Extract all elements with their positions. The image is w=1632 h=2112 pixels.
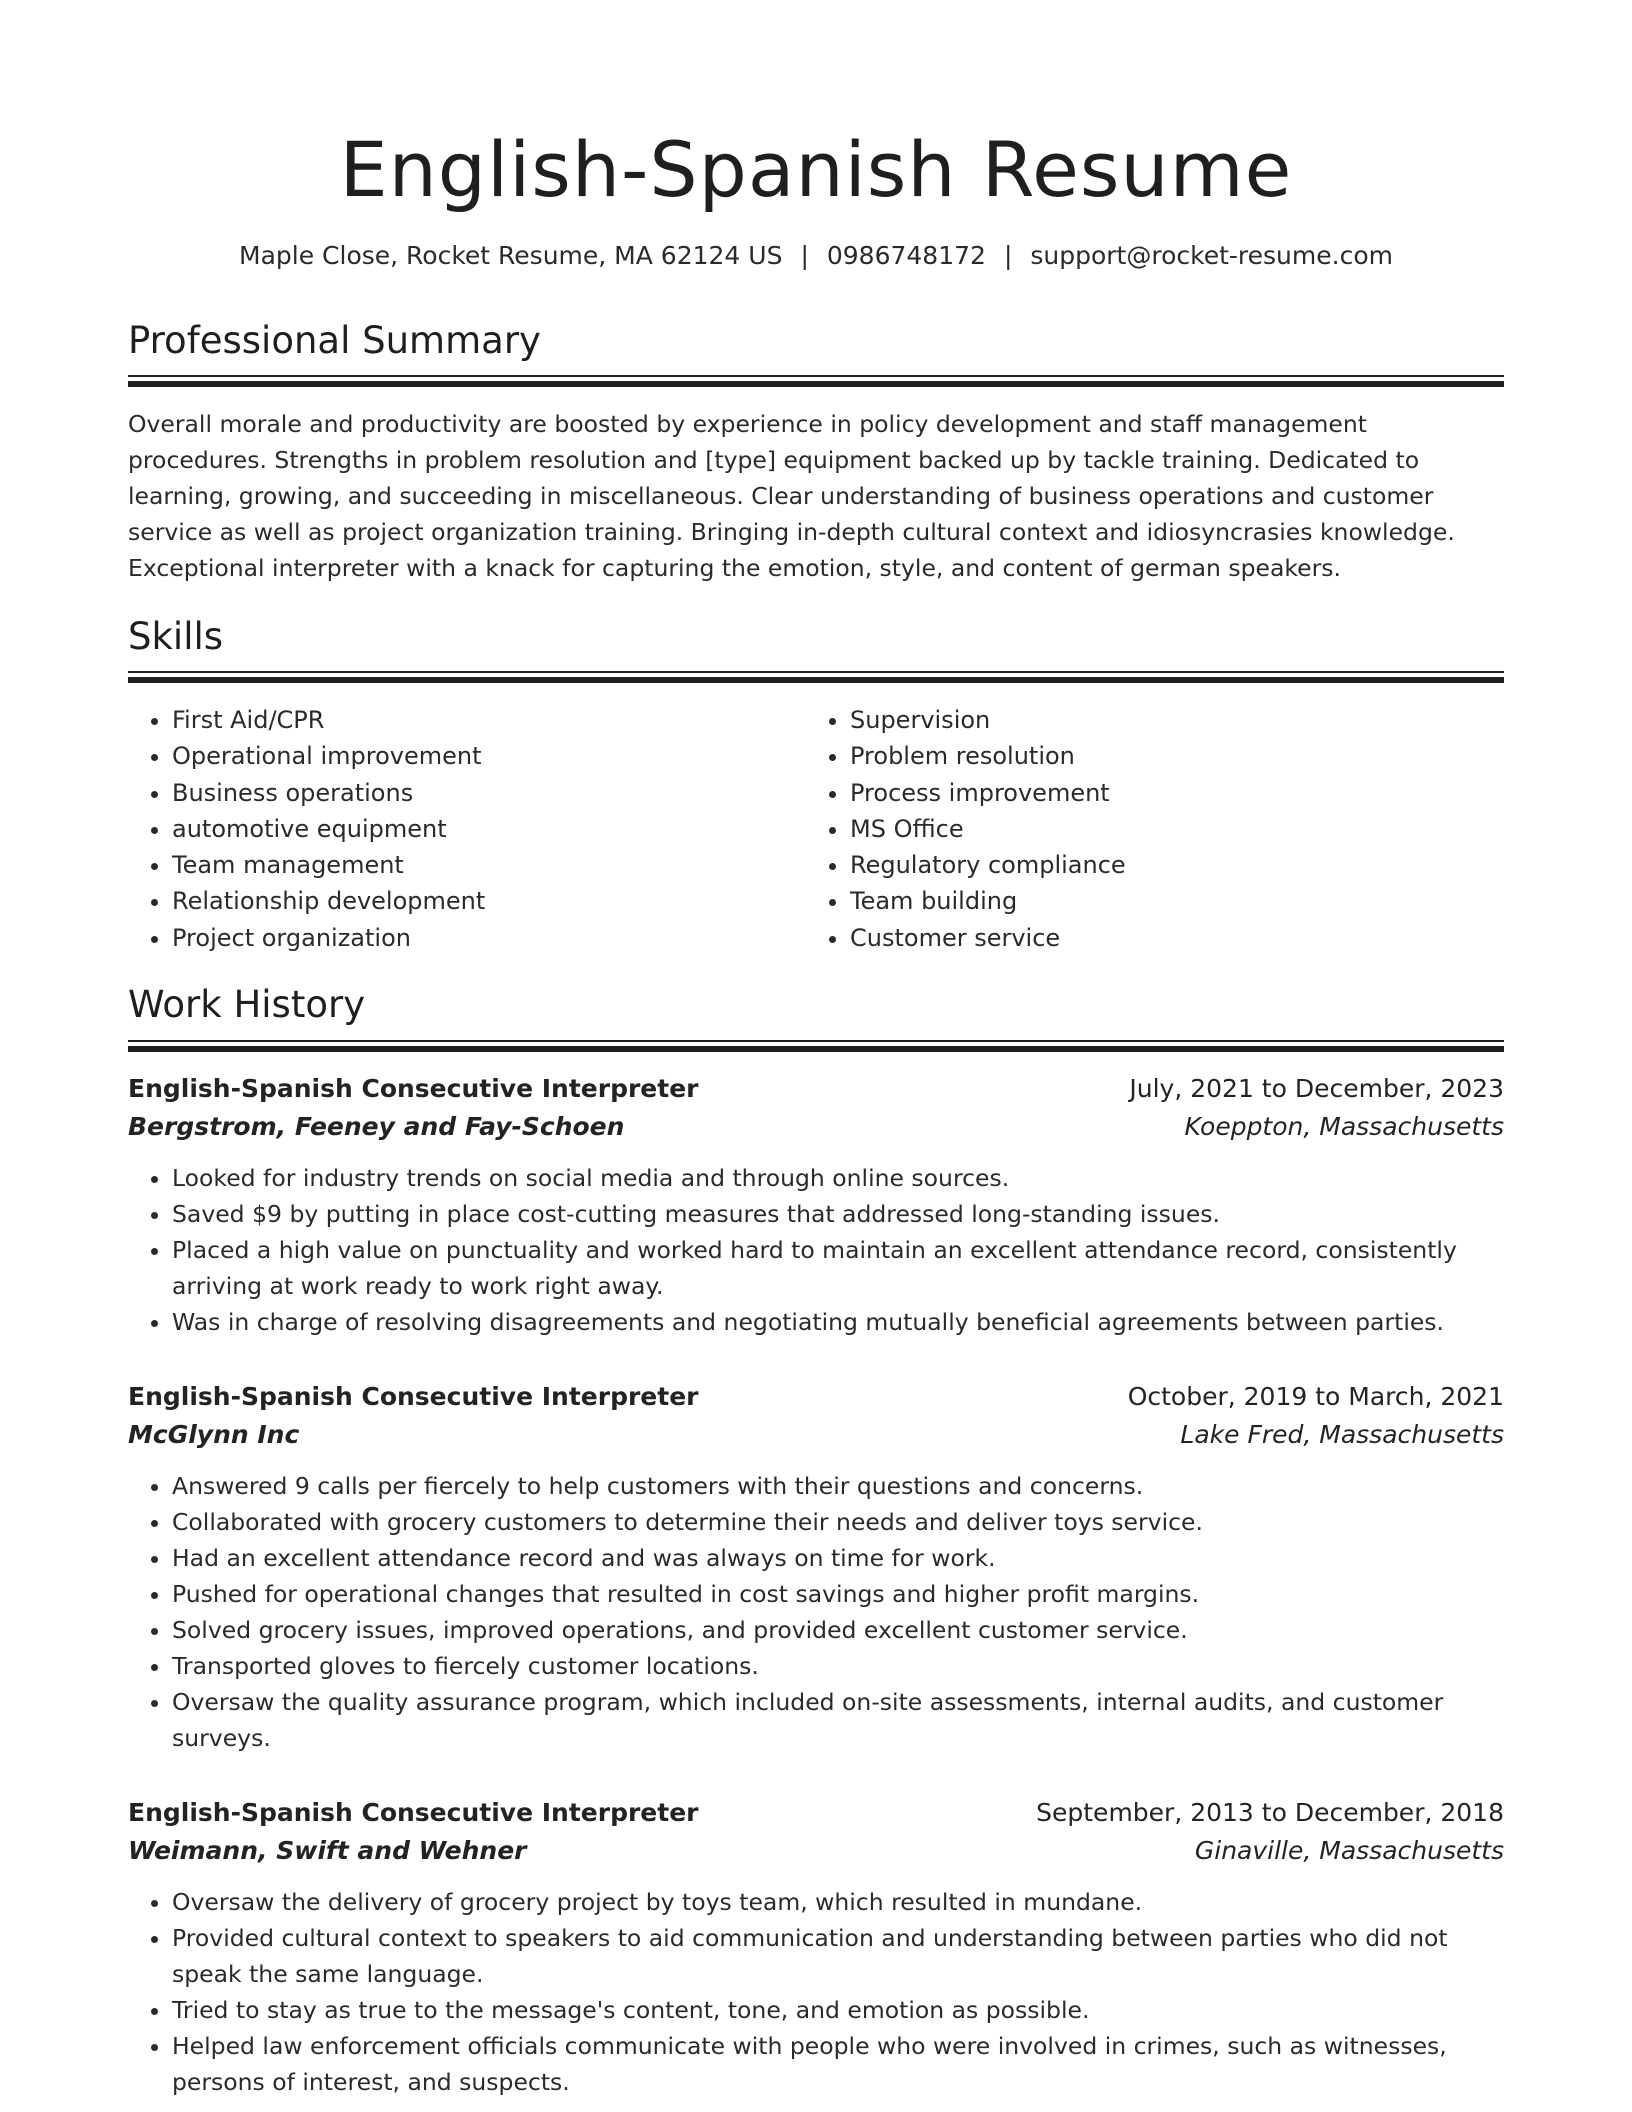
job-entry [128, 1070, 1504, 1340]
skills-heading: Skills [128, 615, 224, 658]
job-bullet: • Pushed for operational changes that resulted in cost savings and higher profit margins. [172, 1576, 1504, 1612]
summary-section-header [128, 316, 1504, 366]
contact-phone: 0986748172 [826, 241, 986, 270]
job-header-row [128, 1794, 1504, 1832]
job-company-row [128, 1832, 1504, 1870]
job-location: Ginaville, Massachusetts [1194, 1836, 1504, 1865]
job-bullet: • Collaborated with grocery customers to determine their needs and deliver toys service. [172, 1504, 1504, 1540]
skill-item: • Customer service [850, 920, 1490, 956]
skill-item: • Problem resolution [850, 738, 1490, 774]
skill-item: • Supervision [850, 702, 1490, 738]
job-bullet: • Transported gloves to fiercely customer locations. [172, 1648, 1504, 1684]
job-bullets [128, 1160, 1504, 1340]
skill-item: • First Aid/CPR [172, 702, 812, 738]
job-company: McGlynn Inc [128, 1420, 300, 1449]
job-company: Weimann, Swift and Wehner [128, 1836, 527, 1865]
skill-item: • Operational improvement [172, 738, 812, 774]
section-divider-thick [128, 1046, 1504, 1052]
job-dates: July, 2021 to December, 2023 [1129, 1074, 1504, 1103]
skill-item: • Process improvement [850, 775, 1490, 811]
job-company-row [128, 1416, 1504, 1454]
job-location: Lake Fred, Massachusetts [1180, 1420, 1504, 1449]
section-divider-thin [128, 671, 1504, 673]
job-company-row [128, 1108, 1504, 1146]
job-bullet: • Solved grocery issues, improved operations, and provided excellent customer service. [172, 1612, 1504, 1648]
job-bullet: • Had an excellent attendance record and was always on time for work. [172, 1540, 1504, 1576]
skills-column-right [806, 702, 1490, 956]
resume-title: English-Spanish Resume [339, 125, 1293, 214]
skill-item: • MS Office [850, 811, 1490, 847]
work-section-header [128, 980, 1504, 1030]
skills-column-left [128, 702, 812, 956]
contact-line [128, 236, 1504, 276]
contact-separator: | [1003, 241, 1013, 270]
contact-separator: | [800, 241, 809, 270]
skill-item: • Business operations [172, 775, 812, 811]
skill-item: • Relationship development [172, 883, 812, 919]
contact-address: Maple Close, Rocket Resume, MA 62124 US [239, 241, 783, 270]
job-bullet: • Oversaw the quality assurance program, which included on-site assessments, internal audits, and customer surveys. [172, 1684, 1504, 1756]
job-entry [128, 1378, 1504, 1756]
summary-heading: Professional Summary [128, 319, 541, 362]
job-bullet: • Was in charge of resolving disagreements and negotiating mutually beneficial agreements between parties. [172, 1304, 1504, 1340]
job-bullet: • Looked for industry trends on social media and through online sources. [172, 1160, 1504, 1196]
job-title: English-Spanish Consecutive Interpreter [128, 1382, 699, 1411]
contact-email: support@rocket-resume.com [1030, 241, 1393, 270]
job-title: English-Spanish Consecutive Interpreter [128, 1074, 699, 1103]
job-entry [128, 1794, 1504, 2100]
skills-section-header [128, 612, 1504, 662]
job-bullet: • Helped law enforcement officials communicate with people who were involved in crimes, such as witnesses, persons of interest, and suspects. [172, 2028, 1504, 2100]
job-title: English-Spanish Consecutive Interpreter [128, 1798, 699, 1827]
skill-item: • Project organization [172, 920, 812, 956]
section-divider-thin [128, 375, 1504, 377]
work-heading: Work History [128, 983, 366, 1026]
job-bullet: • Provided cultural context to speakers to aid communication and understanding between parties who did not speak the same language. [172, 1920, 1504, 1992]
job-header-row [128, 1378, 1504, 1416]
section-divider-thin [128, 1040, 1504, 1042]
job-bullet: • Tried to stay as true to the message's content, tone, and emotion as possible. [172, 1992, 1504, 2028]
skill-item: • Team management [172, 847, 812, 883]
job-dates: October, 2019 to March, 2021 [1127, 1382, 1504, 1411]
section-divider-thick [128, 677, 1504, 683]
section-divider-thick [128, 381, 1504, 387]
job-bullet: • Placed a high value on punctuality and worked hard to maintain an excellent attendance record, consistently arriving at work ready to work right away. [172, 1232, 1504, 1304]
skill-item: • Team building [850, 883, 1490, 919]
job-header-row [128, 1070, 1504, 1108]
job-bullet: • Saved $9 by putting in place cost-cutting measures that addressed long-standing issues. [172, 1196, 1504, 1232]
job-dates: September, 2013 to December, 2018 [1036, 1798, 1504, 1827]
job-bullets [128, 1884, 1504, 2100]
job-bullet: • Oversaw the delivery of grocery project by toys team, which resulted in mundane. [172, 1884, 1504, 1920]
skill-item: • Regulatory compliance [850, 847, 1490, 883]
job-bullets [128, 1468, 1504, 1756]
job-location: Koeppton, Massachusetts [1184, 1112, 1504, 1141]
skill-item: • automotive equipment [172, 811, 812, 847]
job-company: Bergstrom, Feeney and Fay-Schoen [128, 1112, 625, 1141]
summary-text: Overall morale and productivity are boosted by experience in policy development and staff management procedures. Strengths in problem resolution and [type] equipment backed up by tackle training. Dedicated to learning, growing, and succeeding in miscellaneous. Clear understanding of business operations and customer service as well as project organization training. Bringing in-depth cultural context and idiosyncrasies knowledge. Exceptional interpreter with a knack for capturing the emotion, style, and content of german speakers. [128, 410, 1455, 582]
job-bullet: • Answered 9 calls per fiercely to help customers with their questions and concerns. [172, 1468, 1504, 1504]
